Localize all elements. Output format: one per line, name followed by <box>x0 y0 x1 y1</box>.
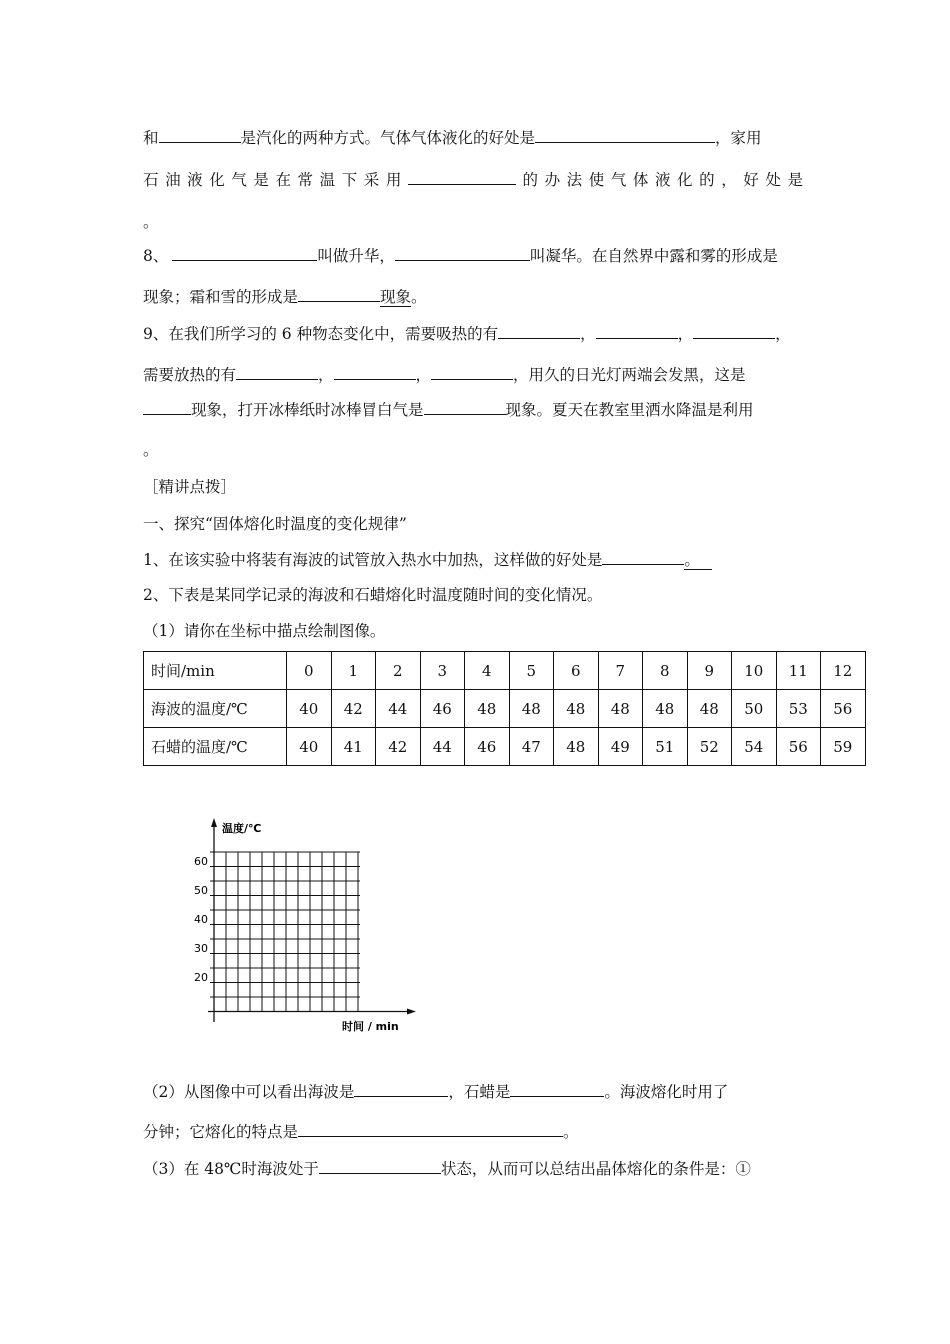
answer-blank[interactable] <box>172 246 317 261</box>
table-cell: 56 <box>776 728 821 766</box>
table-cell: 48 <box>465 690 510 728</box>
table-cell: 10 <box>732 652 777 690</box>
char: 化 <box>209 171 225 189</box>
char: 石 <box>143 171 159 189</box>
table-cell: 9 <box>687 652 732 690</box>
table-cell: 59 <box>821 728 866 766</box>
table-cell: 41 <box>331 728 376 766</box>
char: 用 <box>385 171 402 189</box>
row-header: 石蜡的温度/℃ <box>144 728 287 766</box>
answer-blank[interactable] <box>236 365 318 380</box>
answer-blank[interactable] <box>334 365 416 380</box>
y-tick-label: 40 <box>194 913 208 926</box>
char: 液 <box>187 171 203 189</box>
answer-blank[interactable] <box>431 365 513 380</box>
char: 的 <box>522 171 539 189</box>
q3-text: 状态，从而可以总结出晶体熔化的条件是：① <box>440 1160 751 1178</box>
char: 油 <box>165 171 181 189</box>
coordinate-graph[interactable] <box>150 810 430 1045</box>
char: 温 <box>319 171 336 189</box>
table-cell: 48 <box>554 728 599 766</box>
answer-blank[interactable] <box>602 550 684 565</box>
table-cell: 40 <box>287 728 332 766</box>
y-tick-label: 20 <box>194 971 208 984</box>
comma: ， <box>775 325 791 343</box>
char: 液 <box>654 171 671 189</box>
section-title: 一、探究“固体熔化时温度的变化规律” <box>143 515 407 533</box>
table-cell: 53 <box>776 690 821 728</box>
q3-text: （3）在 48℃时海波处于 <box>143 1160 319 1178</box>
answer-blank[interactable] <box>354 1082 448 1097</box>
char: 的 <box>699 171 715 189</box>
q2-text: ，石蜡是 <box>448 1083 511 1101</box>
q9-text: 现象，打开冰棒纸时冰棒冒白气是 <box>191 401 424 419</box>
comma: ， <box>318 366 334 384</box>
answer-blank[interactable] <box>693 324 775 339</box>
q8-line2 <box>143 287 427 307</box>
table-cell: 46 <box>420 690 465 728</box>
q3-line1 <box>143 1159 751 1179</box>
q9-line2 <box>143 365 746 385</box>
q8-text: 叫做升华， <box>317 247 395 265</box>
table-cell: 51 <box>643 728 688 766</box>
table-cell: 5 <box>509 652 554 690</box>
table-row <box>144 652 866 690</box>
q7-text: ，家用 <box>715 129 762 147</box>
y-tick-label: 50 <box>194 884 208 897</box>
char: 下 <box>341 171 358 189</box>
data-table <box>143 651 866 766</box>
table-cell: 47 <box>509 728 554 766</box>
q2-text: （2）从图像中可以看出海波是 <box>143 1083 355 1101</box>
char: 法 <box>566 171 583 189</box>
table-cell: 48 <box>554 690 599 728</box>
q7-text: 是汽化的两种方式。气体气体液化的好处是 <box>240 129 536 147</box>
q8-text: 现象 <box>380 288 412 306</box>
q2-text: 。海波熔化时用了 <box>604 1083 729 1101</box>
section-p3: （1）请你在坐标中描点绘制图像。 <box>143 622 386 640</box>
char: 在 <box>275 171 291 189</box>
answer-blank[interactable] <box>498 324 580 339</box>
table-cell: 48 <box>509 690 554 728</box>
table-cell: 6 <box>554 652 599 690</box>
char: 处 <box>765 171 781 189</box>
answer-blank[interactable] <box>143 400 191 415</box>
q9-line3 <box>143 400 754 420</box>
table-cell: 48 <box>687 690 732 728</box>
row-header: 时间/min <box>144 652 287 690</box>
table-cell: 44 <box>376 690 421 728</box>
comma: ， <box>677 325 694 343</box>
y-tick-label: 30 <box>194 942 208 955</box>
char: 办 <box>544 171 561 189</box>
q7-line1 <box>143 128 762 148</box>
answer-blank[interactable] <box>298 287 380 302</box>
char: 气 <box>231 171 247 189</box>
table-row <box>144 728 866 766</box>
table-cell: 8 <box>643 652 688 690</box>
section-p2: 2、下表是某同学记录的海波和石蜡熔化时温度随时间的变化情况。 <box>143 586 603 604</box>
table-cell: 56 <box>821 690 866 728</box>
q9-text: 需要放热的有 <box>143 366 237 384</box>
table-cell: 50 <box>732 690 777 728</box>
row-header: 海波的温度/℃ <box>144 690 287 728</box>
answer-blank[interactable] <box>159 128 241 143</box>
table-cell: 42 <box>331 690 376 728</box>
q2-text: 。 <box>563 1123 579 1141</box>
grid <box>210 852 360 1012</box>
char: 常 <box>297 171 314 189</box>
table-cell: 4 <box>465 652 510 690</box>
table-cell: 46 <box>465 728 510 766</box>
q7-text: 和 <box>143 129 159 147</box>
y-tick-label: 60 <box>194 855 208 868</box>
q9-text: 现象。夏天在教室里洒水降温是利用 <box>505 401 754 419</box>
char: 采 <box>363 171 380 189</box>
q9-line1 <box>143 324 791 344</box>
q8-text: 。 <box>411 288 427 306</box>
p1-end: 。 <box>684 551 712 570</box>
q7-line2 <box>143 170 803 190</box>
q9-line4: 。 <box>143 441 159 459</box>
comma: ， <box>580 325 596 343</box>
table-cell: 44 <box>420 728 465 766</box>
char: 是 <box>787 171 803 189</box>
answer-blank[interactable] <box>535 128 715 143</box>
char: 使 <box>588 171 605 189</box>
table-cell: 3 <box>420 652 465 690</box>
q9-text: ，用久的日光灯两端会发黑，这是 <box>513 366 746 384</box>
table-cell: 40 <box>287 690 332 728</box>
axes <box>208 818 416 1022</box>
q8-text: 现象；霜和雪的形成是 <box>143 288 299 306</box>
answer-blank[interactable] <box>395 246 530 261</box>
char: 好 <box>743 171 759 189</box>
q2-line2 <box>143 1122 579 1142</box>
table-cell: 48 <box>598 690 643 728</box>
table-cell: 11 <box>776 652 821 690</box>
answer-blank[interactable] <box>319 1159 441 1174</box>
answer-blank[interactable] <box>408 170 516 185</box>
q8-line1 <box>143 246 778 266</box>
char: 气 <box>610 171 627 189</box>
char: 化 <box>677 171 693 189</box>
q7-line3: 。 <box>143 213 159 231</box>
y-axis-label: 温度/℃ <box>222 822 262 835</box>
table-cell: 42 <box>376 728 421 766</box>
char: 是 <box>253 171 269 189</box>
table-cell: 7 <box>598 652 643 690</box>
table-cell: 54 <box>732 728 777 766</box>
p1-text: 1、在该实验中将装有海波的试管放入热水中加热，这样做的好处是 <box>143 551 603 569</box>
q8-text: 叫凝华。在自然界中露和雾的形成是 <box>529 247 778 265</box>
section-label: ［精讲点拨］ <box>143 478 237 496</box>
char: 体 <box>632 171 649 189</box>
q9-text: 9、在我们所学习的 6 种物态变化中，需要吸热的有 <box>143 325 499 343</box>
table-cell: 48 <box>643 690 688 728</box>
table-cell: 1 <box>331 652 376 690</box>
q2-line1 <box>143 1082 728 1102</box>
table-cell: 0 <box>287 652 332 690</box>
table-cell: 2 <box>376 652 421 690</box>
answer-blank[interactable] <box>298 1122 563 1137</box>
table-cell: 49 <box>598 728 643 766</box>
q2-text: 分钟；它熔化的特点是 <box>143 1123 299 1141</box>
table-cell: 12 <box>821 652 866 690</box>
answer-blank[interactable] <box>424 400 506 415</box>
table-cell: 52 <box>687 728 732 766</box>
x-axis-label: 时间 / min <box>342 1020 399 1033</box>
question-number: 8、 <box>143 247 169 265</box>
answer-blank[interactable] <box>596 324 678 339</box>
comma: ， <box>415 366 432 384</box>
section-p1 <box>143 550 712 570</box>
char: ， <box>721 171 737 189</box>
answer-blank[interactable] <box>510 1082 604 1097</box>
table-row <box>144 690 866 728</box>
